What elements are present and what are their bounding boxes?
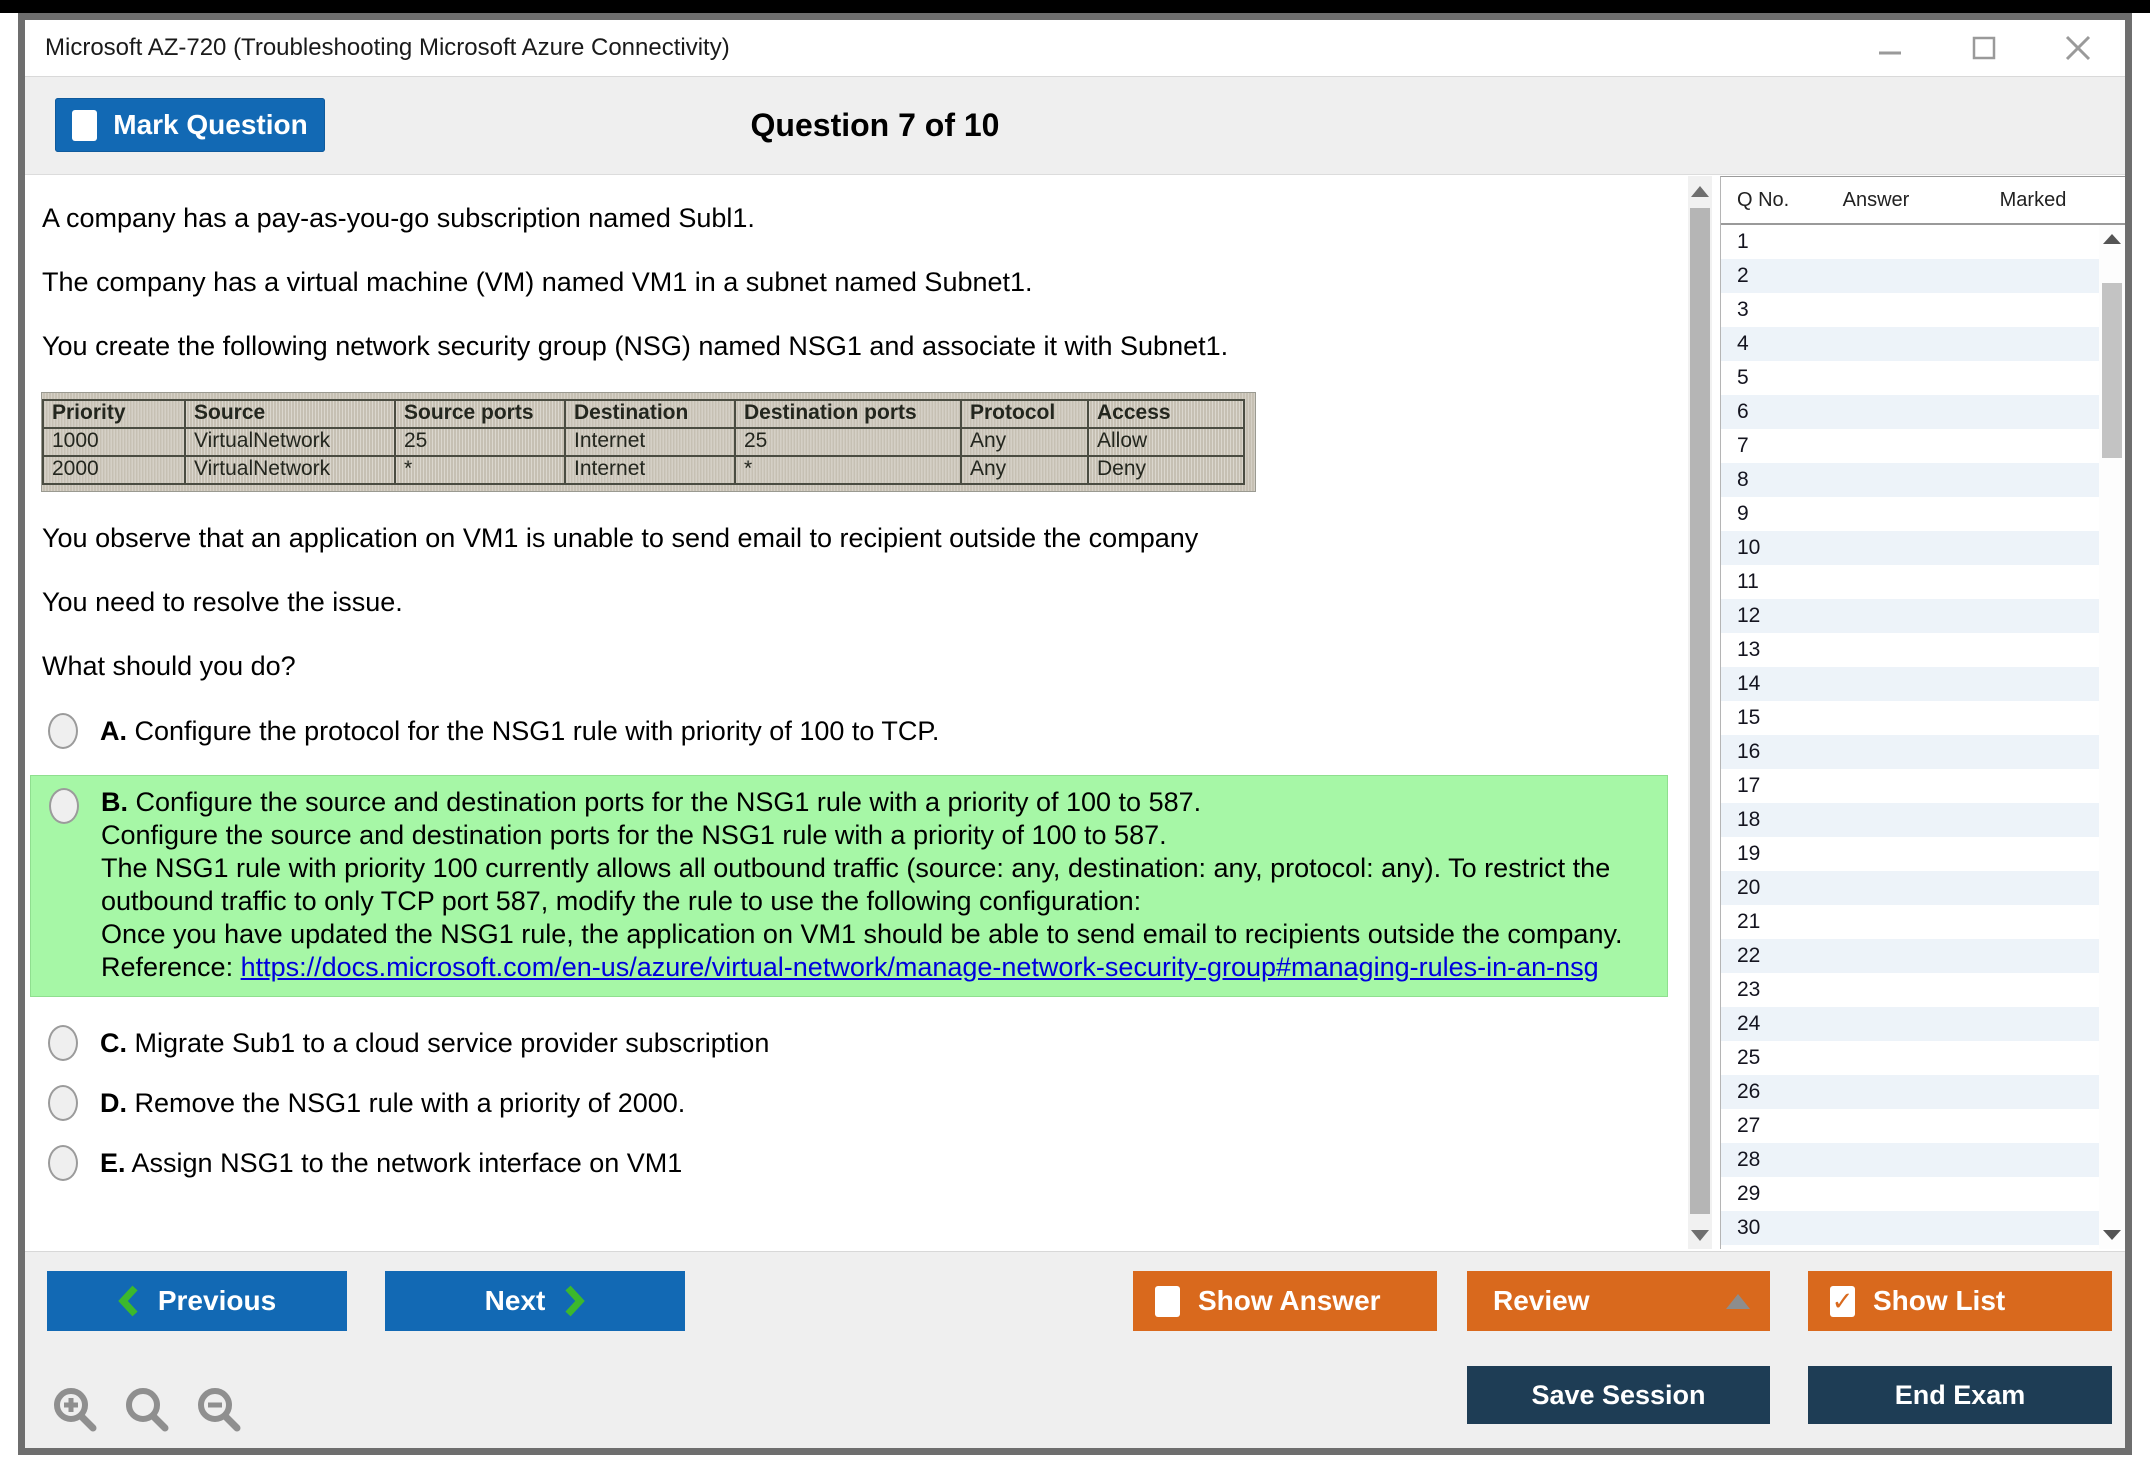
- sidebar-question-row[interactable]: [1721, 1109, 2099, 1143]
- reference-label: Reference:: [101, 952, 234, 982]
- save-session-label: Save Session: [1531, 1379, 1706, 1410]
- review-button[interactable]: [1467, 1271, 1770, 1331]
- question-list-scrollbar[interactable]: [2099, 225, 2125, 1249]
- show-list-label: Show List: [1873, 1285, 2006, 1316]
- sidebar-question-number: 29: [1737, 1182, 1761, 1205]
- sidebar-question-number: 30: [1737, 1216, 1761, 1239]
- sidebar-question-number: 10: [1737, 536, 1761, 559]
- question-header-band: [25, 77, 2125, 175]
- sidebar-question-number: 6: [1737, 400, 1749, 423]
- show-list-button[interactable]: [1808, 1271, 2112, 1331]
- sidebar-question-number: 26: [1737, 1080, 1761, 1103]
- option-c-text: C. Migrate Sub1 to a cloud service provider subscription: [100, 1027, 770, 1058]
- zoom-out-icon[interactable]: [194, 1385, 246, 1437]
- nsg-table-header-cell: Destination: [565, 400, 735, 428]
- sidebar-question-number: 12: [1737, 604, 1761, 627]
- sidebar-question-number: 16: [1737, 740, 1761, 763]
- sidebar-question-row[interactable]: [1721, 429, 2099, 463]
- previous-button[interactable]: [47, 1271, 347, 1331]
- next-label: Next: [484, 1285, 546, 1316]
- option-b-text: B. Configure the source and destination ports for the NSG1 rule with a priority of 100 to 587.: [101, 787, 1202, 817]
- window-controls: [1873, 31, 2095, 65]
- checkmark-icon: ✓: [1831, 1286, 1854, 1316]
- nsg-table-cell: 25: [395, 428, 565, 456]
- option-d-row[interactable]: [48, 1085, 1688, 1121]
- sidebar-question-row[interactable]: [1721, 225, 2099, 259]
- chevron-right-icon: [563, 1284, 585, 1318]
- previous-label: Previous: [157, 1285, 277, 1316]
- sidebar-question-row[interactable]: [1721, 973, 2099, 1007]
- question-paragraph: What should you do?: [42, 651, 296, 681]
- sidebar-question-number: 15: [1737, 706, 1761, 729]
- content-area: [25, 176, 2125, 1249]
- sidebar-question-number: 27: [1737, 1114, 1761, 1137]
- minimize-button[interactable]: [1873, 31, 1907, 65]
- sidebar-question-number: 3: [1737, 298, 1749, 321]
- sidebar-question-row[interactable]: [1721, 1007, 2099, 1041]
- sidebar-question-row[interactable]: [1721, 599, 2099, 633]
- sidebar-question-number: 1: [1737, 230, 1749, 253]
- nsg-table-row: [43, 456, 1244, 484]
- window-title: Microsoft AZ-720 (Troubleshooting Microsoft Azure Connectivity): [45, 34, 730, 61]
- sidebar-question-number: 13: [1737, 638, 1761, 661]
- sidebar-question-number: 22: [1737, 944, 1761, 967]
- close-button[interactable]: [2061, 31, 2095, 65]
- sidebar-question-row[interactable]: [1721, 769, 2099, 803]
- show-answer-label: Show Answer: [1198, 1285, 1381, 1316]
- screen-top-strip: [0, 0, 2150, 13]
- scroll-down-arrow-icon[interactable]: [1691, 1230, 1709, 1241]
- sidebar-question-row[interactable]: [1721, 803, 2099, 837]
- scroll-up-arrow-icon[interactable]: [1691, 186, 1709, 197]
- chevron-left-icon: [118, 1284, 140, 1318]
- nsg-table-header-cell: Priority: [43, 400, 185, 428]
- sidebar-question-number: 14: [1737, 672, 1761, 695]
- sidebar-question-number: 5: [1737, 366, 1749, 389]
- sidebar-question-number: 23: [1737, 978, 1761, 1001]
- option-c-radio[interactable]: [48, 1025, 78, 1061]
- question-paragraph: You create the following network security group (NSG) named NSG1 and associate it with Subnet1.: [42, 331, 1229, 361]
- save-session-button[interactable]: [1467, 1366, 1770, 1424]
- nsg-table-cell: *: [735, 456, 961, 484]
- sidebar-question-number: 28: [1737, 1148, 1761, 1171]
- sidebar-question-number: 19: [1737, 842, 1761, 865]
- show-answer-button[interactable]: [1133, 1271, 1437, 1331]
- column-header-qno: Q No.: [1737, 188, 1790, 211]
- nsg-table-cell: Internet: [565, 428, 735, 456]
- sidebar-question-row[interactable]: [1721, 1211, 2099, 1245]
- option-b-content: [101, 786, 1651, 984]
- mark-question-button[interactable]: [55, 98, 325, 152]
- nsg-table-cell: 25: [735, 428, 961, 456]
- question-paragraph: You need to resolve the issue.: [42, 587, 403, 617]
- window-titlebar: [25, 20, 2125, 77]
- column-header-marked: Marked: [1999, 188, 2067, 211]
- option-b-row-highlighted[interactable]: [30, 775, 1668, 997]
- sidebar-question-row[interactable]: [1721, 1041, 2099, 1075]
- option-d-radio[interactable]: [48, 1085, 78, 1121]
- nsg-table-header-cell: Destination ports: [735, 400, 961, 428]
- zoom-in-icon[interactable]: [50, 1385, 102, 1437]
- zoom-controls: [50, 1385, 246, 1437]
- sidebar-question-number: 21: [1737, 910, 1761, 933]
- exam-window: [18, 13, 2132, 1455]
- option-c-row[interactable]: [48, 1025, 1688, 1061]
- reference-link[interactable]: https://docs.microsoft.com/en-us/azure/virtual-network/manage-network-security-group#managing-rules-in-an-nsg: [240, 952, 1599, 982]
- sidebar-question-row[interactable]: [1721, 395, 2099, 429]
- option-e-row[interactable]: [48, 1145, 1688, 1181]
- sidebar-question-number: 18: [1737, 808, 1761, 831]
- sidebar-question-row[interactable]: [1721, 633, 2099, 667]
- question-list-header: [1721, 177, 2125, 225]
- sidebar-question-row[interactable]: [1721, 259, 2099, 293]
- end-exam-label: End Exam: [1894, 1379, 2026, 1410]
- option-b-radio[interactable]: [49, 788, 79, 824]
- nsg-table-row: [43, 428, 1244, 456]
- sidebar-question-row[interactable]: [1721, 361, 2099, 395]
- sidebar-question-number: 8: [1737, 468, 1749, 491]
- mark-question-checkbox-icon[interactable]: [72, 110, 97, 141]
- option-a-radio[interactable]: [48, 713, 78, 749]
- sidebar-question-row[interactable]: [1721, 871, 2099, 905]
- sidebar-question-number: 24: [1737, 1012, 1761, 1035]
- question-counter: Question 7 of 10: [750, 107, 1000, 143]
- sidebar-question-row[interactable]: [1721, 497, 2099, 531]
- footer-toolbar: [25, 1251, 2125, 1448]
- nsg-table-cell: 2000: [43, 456, 185, 484]
- show-answer-checkbox-icon[interactable]: [1155, 1286, 1180, 1317]
- sidebar-question-row[interactable]: [1721, 565, 2099, 599]
- option-e-text: E. Assign NSG1 to the network interface on VM1: [100, 1147, 683, 1178]
- show-list-checkbox-icon[interactable]: [1830, 1286, 1855, 1317]
- zoom-reset-icon[interactable]: [122, 1385, 174, 1437]
- sidebar-question-row[interactable]: [1721, 1143, 2099, 1177]
- nsg-table-header-cell: Source ports: [395, 400, 565, 428]
- triangle-up-icon: [1726, 1294, 1750, 1309]
- sidebar-question-row[interactable]: [1721, 463, 2099, 497]
- sidebar-question-number: 11: [1737, 570, 1759, 593]
- sidebar-question-row[interactable]: [1721, 905, 2099, 939]
- review-label: Review: [1493, 1285, 1590, 1316]
- nsg-rules-exhibit-image: [42, 393, 1255, 491]
- nsg-table-header-cell: Access: [1088, 400, 1244, 428]
- sidebar-question-row[interactable]: [1721, 1177, 2099, 1211]
- nsg-table-cell: 1000: [43, 428, 185, 456]
- sidebar-question-row[interactable]: [1721, 327, 2099, 361]
- sidebar-question-row[interactable]: [1721, 667, 2099, 701]
- sidebar-question-number: 20: [1737, 876, 1761, 899]
- nsg-table-header-cell: Source: [185, 400, 395, 428]
- sidebar-question-row[interactable]: [1721, 837, 2099, 871]
- nsg-table-header-row: [43, 400, 1244, 428]
- question-paragraph: The company has a virtual machine (VM) named VM1 in a subnet named Subnet1.: [42, 267, 1033, 297]
- sidebar-question-row[interactable]: [1721, 531, 2099, 565]
- sidebar-question-list: [1721, 225, 2099, 1249]
- scroll-down-arrow-icon[interactable]: [2103, 1230, 2121, 1240]
- question-list-panel: [1720, 176, 2125, 1249]
- question-list-body: [1721, 225, 2125, 1249]
- sidebar-question-number: 4: [1737, 332, 1749, 355]
- nsg-table-cell: VirtualNetwork: [185, 428, 395, 456]
- nsg-table-cell: VirtualNetwork: [185, 456, 395, 484]
- end-exam-button[interactable]: [1808, 1366, 2112, 1424]
- scroll-up-arrow-icon[interactable]: [2103, 234, 2121, 244]
- nsg-table-cell: Deny: [1088, 456, 1244, 484]
- nsg-table-cell: Internet: [565, 456, 735, 484]
- question-panel: [25, 176, 1688, 1249]
- sidebar-question-number: 9: [1737, 502, 1749, 525]
- next-button[interactable]: [385, 1271, 685, 1331]
- sidebar-question-number: 7: [1737, 434, 1749, 457]
- panel-gap: [1712, 176, 1720, 1249]
- option-a-text: A. Configure the protocol for the NSG1 rule with priority of 100 to TCP.: [100, 715, 940, 746]
- nsg-table-header-cell: Protocol: [961, 400, 1088, 428]
- sidebar-question-row[interactable]: [1721, 939, 2099, 973]
- option-e-radio[interactable]: [48, 1145, 78, 1181]
- scrollbar-thumb[interactable]: [1690, 208, 1710, 1214]
- nsg-rules-table: [42, 399, 1245, 485]
- sidebar-question-number: 25: [1737, 1046, 1761, 1069]
- sidebar-question-number: 17: [1737, 774, 1761, 797]
- nsg-table-cell: Allow: [1088, 428, 1244, 456]
- option-b-detail: The NSG1 rule with priority 100 currently allows all outbound traffic (source: any, destination: any, protocol: any). To restrict the outbound traffic to only TCP port 587, modify the rule to use the following configuration:: [101, 853, 1611, 916]
- nsg-table-cell: Any: [961, 428, 1088, 456]
- sidebar-question-number: 2: [1737, 264, 1749, 287]
- nsg-table-body: [43, 428, 1244, 484]
- maximize-button[interactable]: [1967, 31, 2001, 65]
- option-d-text: D. Remove the NSG1 rule with a priority of 2000.: [100, 1087, 686, 1118]
- sidebar-question-row[interactable]: [1721, 701, 2099, 735]
- option-b-detail: Once you have updated the NSG1 rule, the application on VM1 should be able to send email to recipients outside the company.: [101, 919, 1623, 949]
- sidebar-question-row[interactable]: [1721, 293, 2099, 327]
- question-paragraph: A company has a pay-as-you-go subscription named Subl1.: [42, 203, 755, 233]
- option-b-detail: Configure the source and destination ports for the NSG1 rule with a priority of 100 to 587.: [101, 820, 1167, 850]
- nsg-table-cell: *: [395, 456, 565, 484]
- nsg-table-cell: Any: [961, 456, 1088, 484]
- column-header-answer: Answer: [1842, 188, 1910, 211]
- sidebar-question-row[interactable]: [1721, 1075, 2099, 1109]
- question-paragraph: You observe that an application on VM1 is unable to send email to recipient outside the company: [42, 523, 1199, 553]
- option-a-row[interactable]: [48, 713, 1688, 749]
- sidebar-question-row[interactable]: [1721, 735, 2099, 769]
- question-panel-scrollbar[interactable]: [1688, 176, 1712, 1249]
- option-b-reference: [101, 951, 1651, 984]
- scrollbar-thumb[interactable]: [2102, 283, 2122, 458]
- mark-question-label: Mark Question: [113, 109, 308, 140]
